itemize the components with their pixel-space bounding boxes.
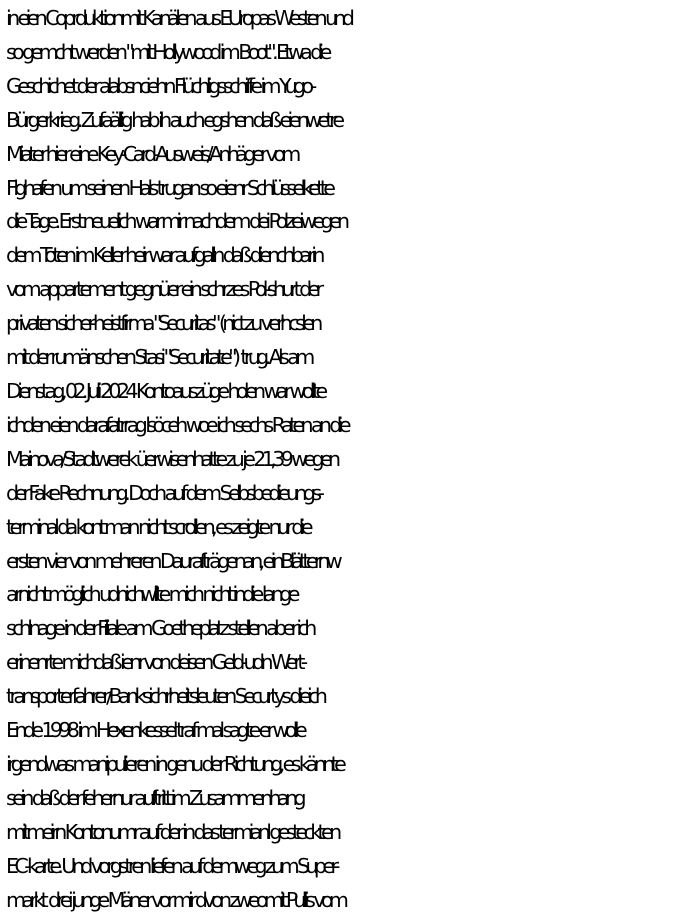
text-line: dem Toten im Keller heir war aufgalln daß dienchbarin xyxy=(6,243,321,268)
text-line: privaten sicher-heistfirma "Securitas" (nict zu verhcslen xyxy=(6,311,319,336)
text-line: erinenrte michdaß ienr von deisen Geld-udn Wert- xyxy=(6,650,304,675)
text-line: in eien Coprduktionmit Kanälen aus EUropas Westen und xyxy=(6,6,351,30)
text-line: ichden eien darafatrrag lsöceh woe ich sechs Raten an die xyxy=(6,412,347,437)
text-line: ersten vier von mehreren Daurafträgenan, einBlätternw xyxy=(6,548,339,573)
text-line: vom appartement gegnüer ein schrzes Pol-shurt der xyxy=(6,277,320,302)
text-line: Ende 1998 im Hexenkessel traf mal sagte er wolle xyxy=(6,718,304,743)
text-line: Mainova/Stadtwerek üerwisenhatte zu je 21,39 wegen xyxy=(6,446,337,471)
text-line: markt drei junge Mäner vor mir dvon zweomit Pullis vom xyxy=(6,887,345,912)
text-line: irgendwas manipulieren in genu der Richtung, es kännte xyxy=(6,751,343,776)
text-line: Bürgerkrieg. Zufaällig hab ih auch egshen daß eienwetre xyxy=(6,107,341,132)
text-line: mitmeirn Kontonumr auf der in das termianl gesteckten xyxy=(6,819,338,844)
text-line: arnicht möglich udnichwllte mich nicht indie lange xyxy=(6,582,296,607)
text-line: mit der rumänschen Stasi "Securitate") trug. Als am xyxy=(6,345,311,370)
text-line: der Fake Rechnung. Doch auf dem Selbsbedieungs- xyxy=(6,480,321,505)
text-line: Geschichet der alabsnciehn Flüchligsschiffe im Yugo- xyxy=(6,73,313,98)
text-line: terminal da kont man nicht scrollen, es zeigte nur die xyxy=(6,514,309,539)
text-line: transporterfahrer/Banksichrheitsleuten Securtys dieich xyxy=(6,684,324,709)
text-line: schlnage in der Filiale am Goetheplatz stellen aber ich xyxy=(6,616,313,641)
text-line: Dienstag, 02. Juli 2024 Kontoauszüge holen war wollte xyxy=(6,378,324,403)
body-text xyxy=(6,2,684,917)
text-line: sein daß der fehernur auftritt im Zusammenhang xyxy=(6,785,302,810)
text-line: EC-karte. Und vorgstren liefen auf demweg zum Super- xyxy=(6,853,336,878)
text-line: Miater hier eine Key-Card-Ausweis/Anhäger vom xyxy=(6,141,297,166)
text-line: so gemcht werden "mit Hollywood im Boot". Etwa die xyxy=(6,39,328,64)
text-line: die Tage. Erst neuelich war mir nachdem dei Polzeiwegen xyxy=(6,209,346,234)
text-line: Flghafen um seinen Hals trugan so eienr Schlüsselkette xyxy=(6,175,332,200)
